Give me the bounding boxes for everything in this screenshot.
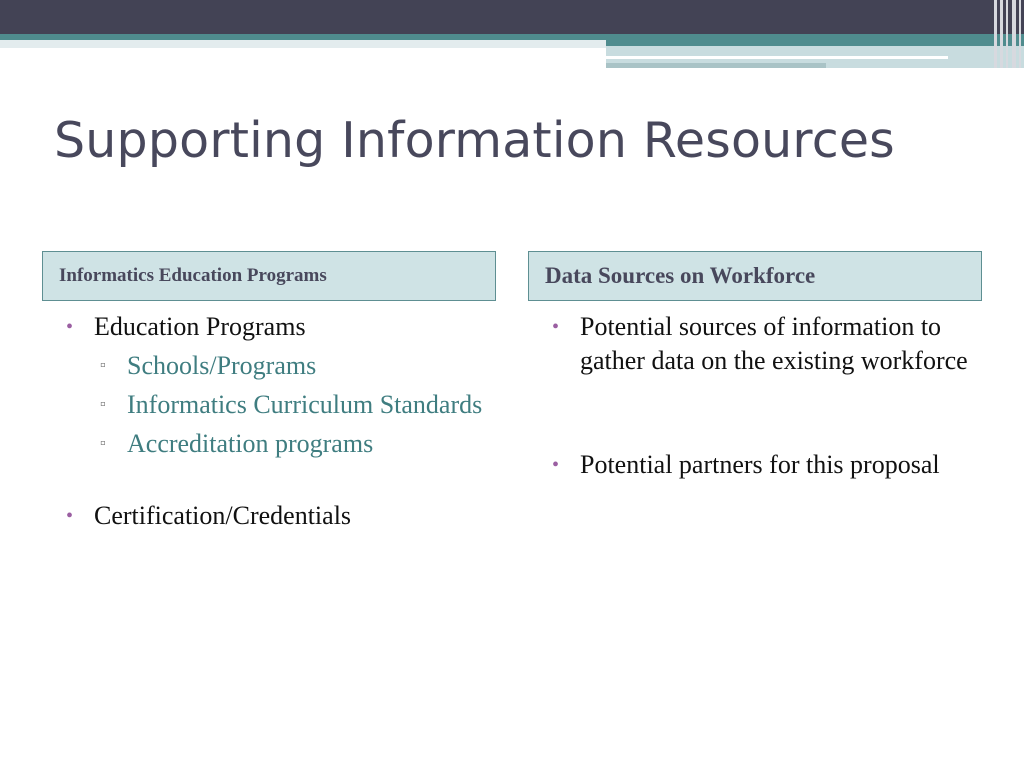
list-item-label: Potential sources of information to gather data on the existing workforce bbox=[580, 312, 968, 375]
right-column-list bbox=[552, 310, 972, 482]
banner-dark-bar bbox=[0, 0, 1024, 34]
list-item-label: Education Programs bbox=[94, 312, 306, 341]
banner-corner-stripes bbox=[990, 0, 1024, 68]
banner-gray-line bbox=[606, 63, 826, 68]
left-column-list bbox=[66, 310, 486, 533]
list-item bbox=[66, 310, 486, 344]
list-item bbox=[552, 310, 972, 378]
sub-list-item-label: Accreditation programs bbox=[127, 429, 374, 458]
list-item-label: Certification/Credentials bbox=[94, 501, 352, 530]
right-column-header bbox=[528, 251, 982, 301]
sub-list-item bbox=[66, 349, 486, 383]
right-column-header-text: Data Sources on Workforce bbox=[545, 263, 816, 288]
sub-list-item-label: Schools/Programs bbox=[127, 351, 317, 380]
slide-title: Supporting Information Resources bbox=[54, 112, 895, 169]
list-item bbox=[66, 499, 486, 533]
banner-white-line bbox=[606, 56, 948, 59]
sub-list-item bbox=[66, 388, 486, 422]
banner-light-band bbox=[0, 40, 606, 48]
sub-list-item-label: Informatics Curriculum Standards bbox=[127, 390, 483, 419]
list-item bbox=[552, 448, 972, 482]
left-column-header bbox=[42, 251, 496, 301]
list-item-label: Potential partners for this proposal bbox=[580, 450, 940, 479]
left-column-header-text: Informatics Education Programs bbox=[59, 265, 327, 286]
sub-list-item bbox=[66, 427, 486, 461]
